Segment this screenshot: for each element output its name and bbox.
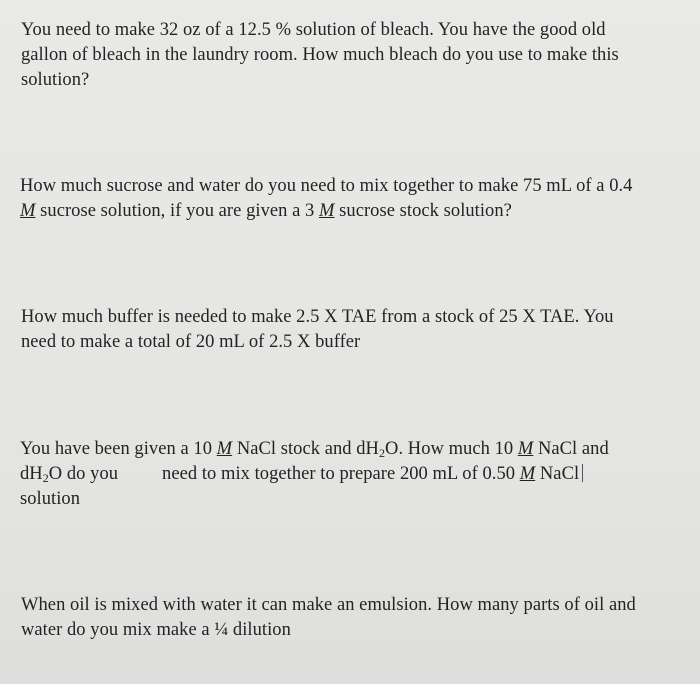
question-4-text-f: O do you — [48, 464, 119, 484]
question-3-line-2: need to make a total of 20 mL of 2.5 X buffer — [21, 332, 361, 352]
question-4-text-d: NaCl and — [533, 439, 609, 459]
question-5 — [21, 593, 686, 643]
question-4-text-e: dH — [20, 464, 43, 484]
question-5-line-2: water do you mix make a ¼ dilution — [21, 620, 291, 640]
question-4-line-2 — [20, 462, 685, 487]
question-1-line-2: gallon of bleach in the laundry room. How much bleach do you use to make this — [21, 45, 619, 65]
question-4 — [20, 437, 685, 512]
molarity-unit: M — [519, 464, 536, 484]
question-1-line-3: solution? — [21, 70, 90, 90]
question-3-line-1: How much buffer is needed to make 2.5 X TAE from a stock of 25 X TAE. You — [21, 307, 614, 327]
molarity-unit: M — [216, 439, 233, 459]
subscript: 2 — [42, 471, 49, 485]
question-5-line-1: When oil is mixed with water it can make an emulsion. How many parts of oil and — [21, 595, 636, 615]
question-4-text-c: O. How much 10 — [385, 439, 518, 459]
question-4-text-g: need to mix together to prepare 200 mL of 0.50 — [162, 464, 520, 484]
question-4-line-1 — [20, 437, 685, 462]
subscript: 2 — [378, 446, 386, 460]
question-2-line-2 — [20, 199, 680, 224]
text-cursor — [582, 464, 583, 482]
question-2 — [20, 174, 680, 224]
question-4-line-3: solution — [20, 489, 81, 509]
question-2-text-b: sucrose stock solution? — [334, 201, 512, 221]
molarity-unit: M — [517, 439, 534, 459]
question-1-line-1: You need to make 32 oz of a 12.5 % solution of bleach. You have the good old — [21, 20, 606, 40]
question-4-text-h: NaCl — [535, 464, 580, 484]
question-4-text-a: You have been given a 10 — [20, 439, 217, 459]
question-1 — [21, 18, 681, 93]
question-2-line-1: How much sucrose and water do you need to mix together to make 75 mL of a 0.4 — [20, 176, 633, 196]
question-3 — [21, 305, 686, 355]
molarity-unit: M — [319, 201, 335, 221]
question-4-text-b: NaCl stock and dH — [232, 439, 379, 459]
molarity-unit: M — [20, 201, 36, 221]
question-2-text-a: sucrose solution, if you are given a 3 — [35, 201, 320, 221]
